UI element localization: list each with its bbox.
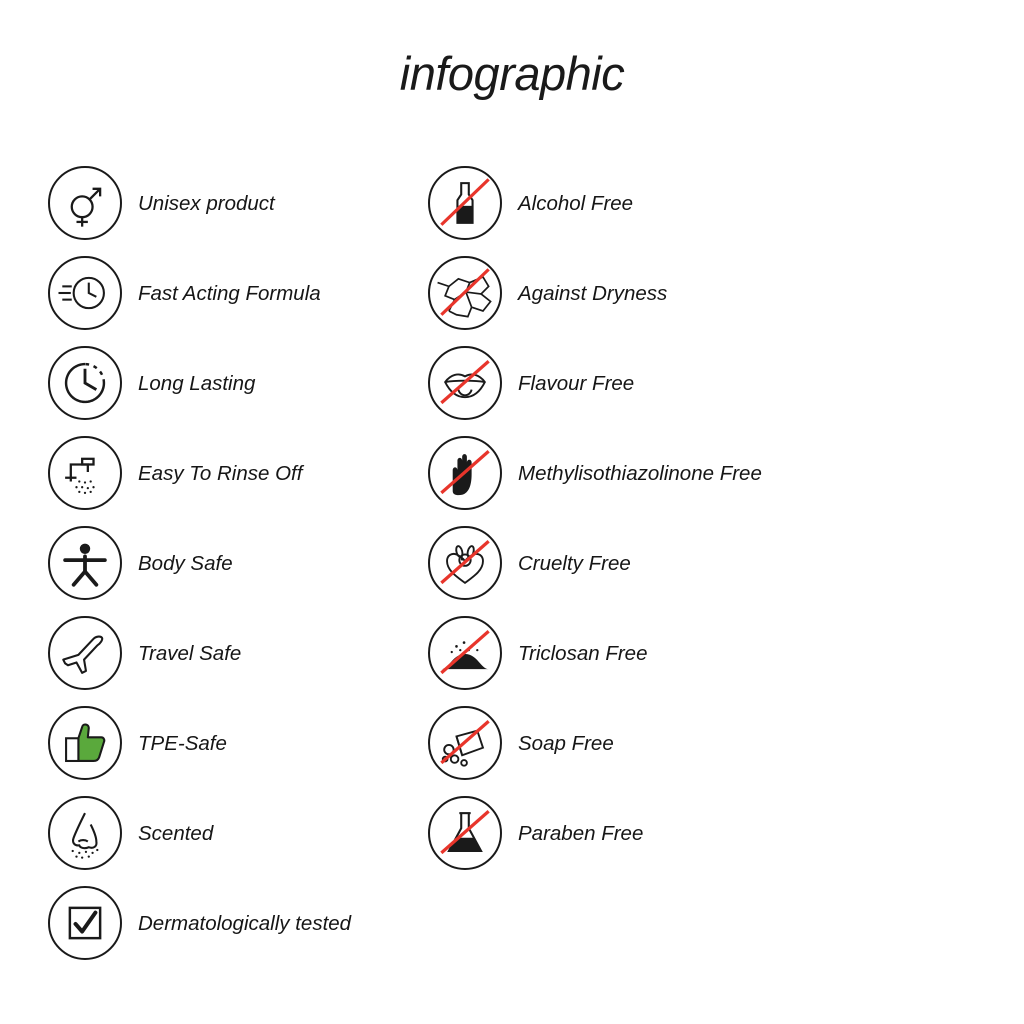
list-item-label: Long Lasting xyxy=(138,371,256,395)
list-item-label: Fast Acting Formula xyxy=(138,281,321,305)
list-item xyxy=(48,518,428,608)
lips-tongue-icon xyxy=(428,346,502,420)
body-person-icon xyxy=(48,526,122,600)
airplane-icon xyxy=(48,616,122,690)
list-item xyxy=(48,158,428,248)
nose-scent-icon xyxy=(48,796,122,870)
list-item-label: Dermatologically tested xyxy=(138,911,352,935)
list-item xyxy=(428,428,808,518)
list-item xyxy=(48,428,428,518)
bottle-icon xyxy=(428,166,502,240)
list-item-label: Unisex product xyxy=(138,191,275,215)
hand-icon xyxy=(428,436,502,510)
list-item xyxy=(48,248,428,338)
list-item-label: Soap Free xyxy=(518,731,614,755)
list-item xyxy=(428,248,808,338)
list-item-label: Flavour Free xyxy=(518,371,635,395)
list-item-label: Paraben Free xyxy=(518,821,644,845)
clock-dashed-icon xyxy=(48,346,122,420)
soap-bar-bubbles-icon xyxy=(428,706,502,780)
flask-icon xyxy=(428,796,502,870)
infographic-columns xyxy=(0,158,1024,968)
unisex-symbol-icon xyxy=(48,166,122,240)
list-item xyxy=(428,158,808,248)
list-item xyxy=(48,878,428,968)
rabbit-heart-icon xyxy=(428,526,502,600)
list-item-label: Alcohol Free xyxy=(518,191,634,215)
faucet-icon xyxy=(48,436,122,510)
list-item xyxy=(48,788,428,878)
list-item-label: Methylisothiazolinone Free xyxy=(518,461,762,485)
list-item-label: Easy To Rinse Off xyxy=(138,461,303,485)
list-item-label: TPE-Safe xyxy=(138,731,227,755)
list-item xyxy=(48,338,428,428)
list-item xyxy=(428,788,808,878)
list-item xyxy=(48,608,428,698)
list-item xyxy=(48,698,428,788)
list-item-label: Triclosan Free xyxy=(518,641,648,665)
cracked-dry-skin-icon xyxy=(428,256,502,330)
list-item-label: Against Dryness xyxy=(518,281,668,305)
list-item xyxy=(428,338,808,428)
checkbox-tick-icon xyxy=(48,886,122,960)
list-item-label: Cruelty Free xyxy=(518,551,631,575)
list-item xyxy=(428,698,808,788)
right-column xyxy=(428,158,808,968)
left-column xyxy=(48,158,428,968)
list-item-label: Scented xyxy=(138,821,214,845)
thumbs-up-icon xyxy=(48,706,122,780)
list-item-label: Body Safe xyxy=(138,551,233,575)
powder-pile-icon xyxy=(428,616,502,690)
list-item-label: Travel Safe xyxy=(138,641,242,665)
clock-speed-icon xyxy=(48,256,122,330)
list-item xyxy=(428,608,808,698)
page-title: infographic xyxy=(399,47,625,100)
list-item xyxy=(428,518,808,608)
